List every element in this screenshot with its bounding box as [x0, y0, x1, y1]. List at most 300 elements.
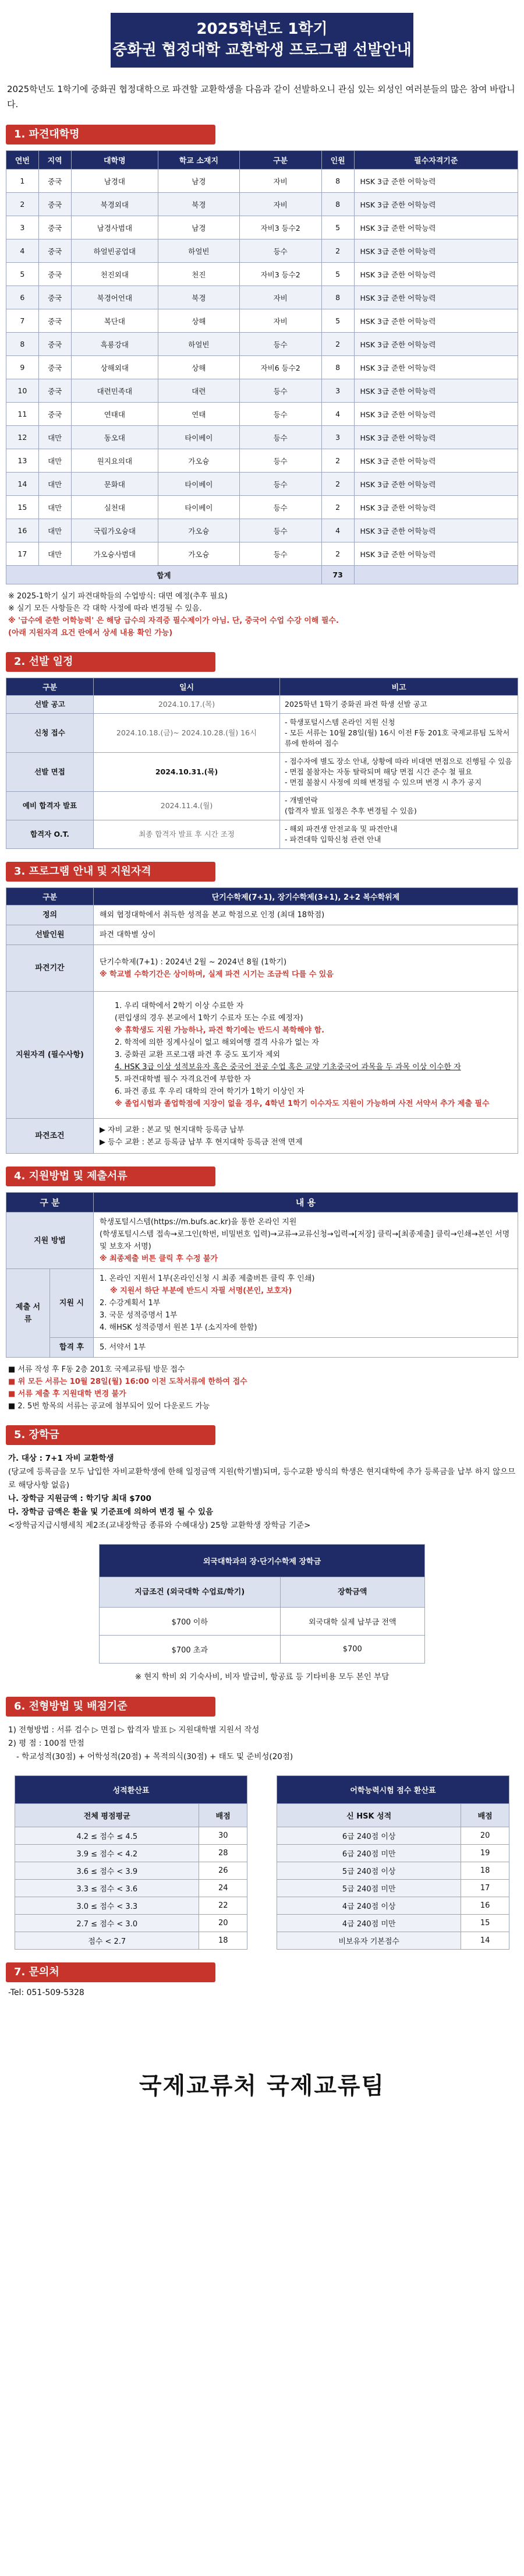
contact-phone: -Tel: 051-509-5328: [8, 1988, 84, 1997]
schedule-note: - 학생포털시스템 온라인 지원 신청 - 모든 서류는 10월 28일(월) 16시 이전 F동 201호 국제교류팀 도착서류에 한하여 접수: [280, 714, 518, 753]
note-line: ※ '급수에 준한 어학능력' 은 해당 급수의 자격증 필수제이가 아님. 단, 중국어 수업 수강 이해 필수.: [8, 616, 339, 625]
program-value: [94, 945, 518, 992]
program-line: (편입생의 경우 본교에서 1학기 수료자 또는 수료 예정자): [115, 1014, 303, 1023]
program-label: 선발인원: [6, 925, 94, 945]
table-row: [6, 714, 518, 753]
table-row: [15, 1897, 247, 1915]
table-cell: 16: [6, 519, 39, 542]
table-cell: 5: [321, 216, 354, 239]
language-header: 신 HSK 성적: [277, 1804, 461, 1827]
table-cell: 하얼빈: [158, 333, 239, 356]
table-cell: HSK 3급 준한 어학능력: [354, 263, 518, 286]
scholarship-target: 가. 대상 : 7+1 자비 교환학생: [8, 1454, 114, 1463]
table-cell: HSK 3급 준한 어학능력: [354, 379, 518, 403]
table-row: [6, 449, 518, 473]
program-line: ※ 휴학생도 지원 가능하나, 파견 학기에는 반드시 복학해야 함.: [115, 1026, 325, 1035]
scholarship-header: 장학금액: [280, 1577, 424, 1608]
table-cell: 연태대: [71, 403, 158, 426]
language-table: [277, 1775, 509, 1950]
table-cell: 상해외대: [71, 356, 158, 379]
table-cell: 5: [6, 263, 39, 286]
table-cell: 등수: [239, 426, 321, 449]
table-cell: 남경: [158, 216, 239, 239]
apply-header: 내 용: [94, 1193, 518, 1213]
table-cell: 대만: [38, 542, 71, 566]
schedule-date: 2024.10.31.(목): [94, 753, 280, 792]
scholarship-cond: $700 초과: [100, 1636, 281, 1664]
table-row: [6, 239, 518, 263]
schedule-note: - 접수자에 별도 장소 안내, 상황에 따라 비대면 면접으로 진행될 수 있음 - 면접 불참자는 자동 탈락되며 해당 면접 시간 준수 철 필요 - 면접 불참시 사정에 의해 변경될 수 있으며 변경 시 추가 공지: [280, 753, 518, 792]
table-cell: 등수: [239, 496, 321, 519]
table-cell: 대만: [38, 426, 71, 449]
table-cell: 2: [6, 193, 39, 216]
table-cell: 10: [6, 379, 39, 403]
table-cell: 13: [6, 449, 39, 473]
scholarship-amount-cell: 외국대학 실제 납부금 전액: [280, 1608, 424, 1636]
program-label: 파견기간: [6, 945, 94, 992]
apply-notes: [8, 1363, 516, 1412]
table-cell: 자비: [239, 286, 321, 309]
scholarship-table: [99, 1544, 425, 1664]
table-total-row: [6, 566, 518, 584]
table-row: [15, 1845, 247, 1862]
table-cell: 등수: [239, 403, 321, 426]
program-line: 3. 중화권 교환 프로그램 파견 후 중도 포기자 제외: [115, 1051, 281, 1059]
schedule-date: 최종 합격자 발표 후 시간 조정: [94, 820, 280, 849]
total-label: 합계: [6, 566, 322, 584]
table-cell: 남경사범대: [71, 216, 158, 239]
table-cell: 3: [321, 379, 354, 403]
table-cell: HSK 3급 준한 어학능력: [354, 496, 518, 519]
table-cell: 8: [321, 356, 354, 379]
table-cell: HSK 3급 준한 어학능력: [354, 333, 518, 356]
table-cell: HSK 3급 준한 어학능력: [354, 170, 518, 193]
table-cell: 천진외대: [71, 263, 158, 286]
program-line: 4. HSK 3급 이상 성적보유자 혹은 중국어 전공 수업 혹은 교양 기초중국어 과목을 두 과목 이상 이수한 자: [115, 1063, 461, 1072]
schedule-label: 신청 접수: [6, 714, 94, 753]
lang-score: 19: [461, 1845, 509, 1862]
universities-header: 연번: [6, 151, 39, 170]
scholarship-cond: $700 이하: [100, 1608, 281, 1636]
table-cell: HSK 3급 준한 어학능력: [354, 193, 518, 216]
schedule-note: - 해외 파견생 안전교육 및 파견안내 - 파견대학 입학신청 관련 안내: [280, 820, 518, 849]
apply-docs-label: 제출 서류: [6, 1269, 50, 1358]
apply-docs-sub-label: 지원 시: [50, 1269, 94, 1338]
table-cell: 중국: [38, 403, 71, 426]
schedule-note: 2025학년 1학기 중화권 파견 학생 선발 공고: [280, 696, 518, 714]
apply-line: ※ 지원서 하단 부분에 반드시 자필 서명(본인, 보호자): [110, 1287, 292, 1295]
table-cell: 중국: [38, 193, 71, 216]
apply-docs-sub-label: 합격 후: [50, 1338, 94, 1358]
section-heading-program: 3. 프로그램 안내 및 지원자격: [6, 862, 215, 882]
table-cell: 1: [6, 170, 39, 193]
selection-line: 1) 전형방법 : 서류 검수 ▷ 면접 ▷ 합격자 발표 ▷ 지원대학별 지원서 작성: [8, 1725, 260, 1735]
program-line: ▶ 등수 교환 : 본교 등록금 납부 후 현지대학 등록금 전액 면제: [100, 1137, 303, 1147]
program-value: [94, 1119, 518, 1154]
table-cell: 복단대: [71, 309, 158, 333]
table-cell: 등수: [239, 473, 321, 496]
apply-table: [6, 1192, 518, 1358]
table-row: [277, 1897, 509, 1915]
table-cell: 북경어언대: [71, 286, 158, 309]
table-row: [6, 519, 518, 542]
table-cell: 타이베이: [158, 473, 239, 496]
table-row: [15, 1862, 247, 1880]
table-cell: 17: [6, 542, 39, 566]
table-row: [6, 309, 518, 333]
table-cell: HSK 3급 준한 어학능력: [354, 216, 518, 239]
table-cell: 2: [321, 542, 354, 566]
table-cell: 7: [6, 309, 39, 333]
apply-method-label: 지원 방법: [6, 1213, 94, 1269]
gpa-range: 4.2 ≤ 점수 ≤ 4.5: [15, 1827, 199, 1845]
table-cell: 중국: [38, 263, 71, 286]
table-row: [6, 820, 518, 849]
table-cell: 타이베이: [158, 426, 239, 449]
table-cell: 대만: [38, 496, 71, 519]
lang-score: 20: [461, 1827, 509, 1845]
program-label: 정의: [6, 905, 94, 925]
table-row: [6, 792, 518, 820]
apply-line: 1. 온라인 지원서 1부(온라인신청 시 최종 제출버튼 클릭 후 인쇄): [100, 1274, 315, 1283]
table-cell: 북경: [158, 286, 239, 309]
table-row: [6, 496, 518, 519]
gpa-score: 28: [199, 1845, 247, 1862]
table-cell: 등수: [239, 379, 321, 403]
selection-text: [8, 1724, 516, 1764]
gpa-score: 18: [199, 1932, 247, 1950]
gpa-score: 26: [199, 1862, 247, 1880]
table-cell: 대련민족대: [71, 379, 158, 403]
program-line: 2. 학적에 의한 징계사실이 없고 해외여행 결격 사유가 없는 자: [115, 1038, 319, 1047]
section-heading-contact: 7. 문의처: [6, 1962, 215, 1982]
gpa-range: 2.7 ≤ 점수 < 3.0: [15, 1915, 199, 1932]
table-row: [6, 170, 518, 193]
language-caption: 어학능력시험 점수 환산표: [277, 1776, 509, 1804]
schedule-label: 예비 합격자 발표: [6, 792, 94, 820]
apply-line: 학생포털시스템(https://m.bufs.ac.kr)을 통한 온라인 지원: [100, 1218, 297, 1227]
table-cell: 남경: [158, 170, 239, 193]
program-line: 6. 파견 종료 후 우리 대학의 잔여 학기가 1학기 이상인 자: [115, 1087, 305, 1096]
table-cell: 3: [321, 426, 354, 449]
universities-table: [6, 150, 518, 584]
table-cell: 북경외대: [71, 193, 158, 216]
gpa-table: [15, 1775, 247, 1950]
table-cell: 자비3 등수2: [239, 263, 321, 286]
scholarship-amount-cell: $700: [280, 1636, 424, 1664]
table-cell: 2: [321, 239, 354, 263]
table-cell: 등수: [239, 449, 321, 473]
schedule-date: 2024.10.18.(금)~ 2024.10.28.(월) 16시: [94, 714, 280, 753]
schedule-header: 비고: [280, 678, 518, 696]
table-cell: 타이베이: [158, 496, 239, 519]
section-heading-apply: 4. 지원방법 및 제출서류: [6, 1167, 215, 1186]
table-cell: 가오슝: [158, 519, 239, 542]
note-line: ■ 2. 5번 항목의 서류는 공교에 첨부되어 있어 다운로드 가능: [8, 1402, 210, 1411]
schedule-header: 일시: [94, 678, 280, 696]
table-cell: HSK 3급 준한 어학능력: [354, 426, 518, 449]
table-cell: 2: [321, 449, 354, 473]
table-cell: HSK 3급 준한 어학능력: [354, 473, 518, 496]
table-cell: 자비: [239, 170, 321, 193]
table-cell: 가오슝사범대: [71, 542, 158, 566]
table-cell: 4: [321, 519, 354, 542]
gpa-header: 전체 평점평균: [15, 1804, 199, 1827]
table-row: [6, 263, 518, 286]
program-line: 단기수학제(7+1) : 2024년 2월 ~ 2024년 8월 (1학기): [100, 957, 287, 967]
table-cell: 하얼빈공업대: [71, 239, 158, 263]
schedule-note: - 개별연락 (합격자 발표 일정은 추후 변경될 수 있음): [280, 792, 518, 820]
table-cell: 대련: [158, 379, 239, 403]
apply-docs: [94, 1338, 518, 1358]
schedule-label: 합격자 O.T.: [6, 820, 94, 849]
table-cell: 5: [321, 263, 354, 286]
table-cell: 가오슝: [158, 449, 239, 473]
table-cell: 실천대: [71, 496, 158, 519]
table-cell: 북경: [158, 193, 239, 216]
gpa-score: 30: [199, 1827, 247, 1845]
table-cell: 대만: [38, 449, 71, 473]
program-value: 파견 대학별 상이: [94, 925, 518, 945]
intro-text: 2025학년도 1학기에 중화권 협정대학으로 파견할 교환학생을 다음과 같이 선발하오니 관심 있는 외성인 여러분들의 많은 참여 바랍니다.: [7, 84, 515, 110]
table-row: [15, 1880, 247, 1897]
table-cell: 15: [6, 496, 39, 519]
table-cell: 등수: [239, 239, 321, 263]
table-cell: HSK 3급 준한 어학능력: [354, 519, 518, 542]
table-row: [6, 193, 518, 216]
apply-line: (학생포털시스템 접속→로그인(학번, 비밀번호 입력)→교류→교류신청→입력→[저장] 클릭→[최종제출] 클릭→인쇄→본인 서명 및 보호자 서명): [100, 1230, 510, 1251]
lang-range: 비보유자 기본점수: [277, 1932, 461, 1950]
table-cell: 중국: [38, 216, 71, 239]
table-cell: 남경대: [71, 170, 158, 193]
table-cell: 12: [6, 426, 39, 449]
gpa-range: 3.3 ≤ 점수 < 3.6: [15, 1880, 199, 1897]
lang-score: 16: [461, 1897, 509, 1915]
table-cell: 중국: [38, 379, 71, 403]
scholarship-criteria: 다. 장학금 금액은 환율 및 기준표에 의하여 변경 될 수 있음: [8, 1507, 214, 1517]
gpa-range: 3.6 ≤ 점수 < 3.9: [15, 1862, 199, 1880]
schedule-date: 2024.11.4.(월): [94, 792, 280, 820]
title-line-1: 2025학년도 1학기: [196, 20, 328, 38]
table-cell: 천진: [158, 263, 239, 286]
note-line: ※ 2025-1학기 실기 파견대학들의 수업방식: 대면 예정(추후 필요): [8, 592, 228, 601]
table-cell: 6: [6, 286, 39, 309]
table-row: [15, 1827, 247, 1845]
table-cell: 8: [321, 286, 354, 309]
table-row: [6, 216, 518, 239]
gpa-score: 20: [199, 1915, 247, 1932]
table-cell: 2: [321, 496, 354, 519]
table-row: [15, 1932, 247, 1950]
scholarship-text: [8, 1452, 516, 1532]
table-cell: 4: [6, 239, 39, 263]
table-cell: 8: [321, 193, 354, 216]
schedule-table: [6, 678, 518, 849]
program-line: ※ 졸업시험과 졸업학점에 지장이 없을 경우, 4학년 1학기 이수자도 지원이 가능하며 사전 서약서 추가 제출 필수: [115, 1100, 490, 1108]
table-cell: 2: [321, 473, 354, 496]
title-line-2: 중화권 협정대학 교환학생 프로그램 선발안내: [112, 41, 412, 59]
table-cell: 중국: [38, 170, 71, 193]
lang-score: 17: [461, 1880, 509, 1897]
lang-range: 4급 240점 미만: [277, 1915, 461, 1932]
table-cell: 9: [6, 356, 39, 379]
gpa-score: 24: [199, 1880, 247, 1897]
section-heading-scholarship: 5. 장학금: [6, 1425, 215, 1445]
table-row: [277, 1845, 509, 1862]
gpa-score: 22: [199, 1897, 247, 1915]
table-row: [277, 1862, 509, 1880]
table-row: [6, 286, 518, 309]
table-cell: 2: [321, 333, 354, 356]
total-empty: [354, 566, 518, 584]
table-row: [277, 1932, 509, 1950]
table-cell: 11: [6, 403, 39, 426]
scholarship-amount: 나. 장학금 지원금액 : 학기당 최대 $700: [8, 1494, 151, 1503]
universities-header: 학교 소재지: [158, 151, 239, 170]
lang-range: 6급 240점 미만: [277, 1845, 461, 1862]
table-cell: 가오슝: [158, 542, 239, 566]
apply-docs: [94, 1269, 518, 1338]
lang-range: 4급 240점 이상: [277, 1897, 461, 1915]
section-heading-selection: 6. 전형방법 및 배점기준: [6, 1697, 215, 1717]
table-cell: 흑룡강대: [71, 333, 158, 356]
table-cell: HSK 3급 준한 어학능력: [354, 542, 518, 566]
schedule-date: 2024.10.17.(목): [94, 696, 280, 714]
conversion-tables: [15, 1775, 509, 1950]
table-cell: 등수: [239, 333, 321, 356]
table-cell: 중국: [38, 286, 71, 309]
table-cell: HSK 3급 준한 어학능력: [354, 449, 518, 473]
table-cell: 상해: [158, 309, 239, 333]
table-cell: 5: [321, 309, 354, 333]
section-heading-schedule: 2. 선발 일정: [6, 652, 215, 672]
gpa-range: 3.0 ≤ 점수 < 3.3: [15, 1897, 199, 1915]
scholarship-ref: <장학금지급시행세칙 제2조(교내장학금 종류와 수혜대상) 25항 교환학생 장학금 기준>: [8, 1521, 311, 1530]
program-table: [6, 887, 518, 1154]
table-row: [6, 753, 518, 792]
table-cell: 8: [321, 170, 354, 193]
scholarship-header: 지급조건 (외국대학 수업료/학기): [100, 1577, 281, 1608]
table-row: [6, 356, 518, 379]
table-cell: 중국: [38, 239, 71, 263]
program-label: 지원자격 (필수사항): [6, 992, 94, 1119]
table-cell: 중국: [38, 309, 71, 333]
program-header-value: 단기수학제(7+1), 장기수학제(3+1), 2+2 복수학위제: [94, 888, 518, 905]
table-cell: 동오대: [71, 426, 158, 449]
gpa-range: 점수 < 2.7: [15, 1932, 199, 1950]
program-value: [94, 992, 518, 1119]
selection-line: - 학교성적(30점) + 어학성적(20점) + 목적의식(30점) + 태도 및 준비성(20점): [16, 1752, 293, 1761]
scholarship-note: ※ 현지 학비 외 기숙사비, 비자 발급비, 항공료 등 기타비용 모두 본인 부담: [134, 1672, 390, 1682]
language-header: 배점: [461, 1804, 509, 1827]
gpa-header: 배점: [199, 1804, 247, 1827]
table-cell: 자비3 등수2: [239, 216, 321, 239]
universities-header: 구분: [239, 151, 321, 170]
table-row: [15, 1915, 247, 1932]
note-line: (아래 지원자격 요건 란에서 상세 내용 확인 가능): [8, 629, 173, 637]
apply-line: 4. 해HSK 성적증명서 원본 1부 (소지자에 한함): [100, 1323, 257, 1332]
table-cell: 대만: [38, 473, 71, 496]
total-value: 73: [321, 566, 354, 584]
table-cell: 중국: [38, 333, 71, 356]
table-row: [6, 379, 518, 403]
schedule-label: 선발 면접: [6, 753, 94, 792]
table-row: [6, 403, 518, 426]
table-cell: 등수: [239, 542, 321, 566]
program-line: ※ 학교별 수학기간은 상이하며, 실제 파견 시기는 조금씩 다를 수 있음: [100, 970, 334, 979]
table-cell: 3: [6, 216, 39, 239]
lang-range: 6급 240점 이상: [277, 1827, 461, 1845]
program-line: 1. 우리 대학에서 2학기 이상 수료한 자: [115, 1002, 244, 1010]
program-line: ▶ 자비 교환 : 본교 및 현지대학 등록금 납부: [100, 1125, 245, 1134]
program-header-label: 구분: [6, 888, 94, 905]
lang-score: 18: [461, 1862, 509, 1880]
lang-score: 14: [461, 1932, 509, 1950]
selection-line: 2) 평 점 : 100점 만점: [8, 1739, 84, 1748]
universities-notes: [8, 590, 516, 639]
table-cell: HSK 3급 준한 어학능력: [354, 356, 518, 379]
table-row: [6, 333, 518, 356]
table-cell: 등수: [239, 519, 321, 542]
program-line: 5. 파견대학별 필수 자격요건에 부합한 자: [115, 1075, 251, 1084]
table-cell: 하얼빈: [158, 239, 239, 263]
table-cell: 4: [321, 403, 354, 426]
table-cell: HSK 3급 준한 어학능력: [354, 239, 518, 263]
lang-score: 15: [461, 1915, 509, 1932]
title-banner: [111, 13, 413, 68]
table-cell: 대만: [38, 519, 71, 542]
gpa-caption: 성적환산표: [15, 1776, 247, 1804]
scholarship-table-caption: 외국대학과의 장·단기수학제 장학금: [100, 1545, 425, 1577]
table-cell: 원지요의대: [71, 449, 158, 473]
scholarship-desc: (당교에 등록금을 모두 납입한 자비교환학생에 한해 일정금액 지원(학기별)되며, 등수교환 방식의 학생은 현지대학에 추가 등록금을 납부 하지 않으므로 해당사항 없음): [8, 1467, 516, 1490]
table-row: [6, 696, 518, 714]
note-line: ■ 위 모든 서류는 10월 28일(월) 16:00 이전 도착서류에 한하여 접수: [8, 1377, 247, 1386]
apply-header: 구 분: [6, 1193, 94, 1213]
table-cell: HSK 3급 준한 어학능력: [354, 403, 518, 426]
table-cell: 자비: [239, 309, 321, 333]
table-row: [6, 473, 518, 496]
lang-range: 5급 240점 미만: [277, 1880, 461, 1897]
apply-line: 3. 국문 성적증명서 1부: [100, 1311, 178, 1320]
table-cell: HSK 3급 준한 어학능력: [354, 286, 518, 309]
table-row: [6, 542, 518, 566]
table-cell: 자비6 등수2: [239, 356, 321, 379]
table-cell: 중국: [38, 356, 71, 379]
universities-header: 인원: [321, 151, 354, 170]
universities-header: 대학명: [71, 151, 158, 170]
table-row: [277, 1827, 509, 1845]
table-row: [6, 426, 518, 449]
table-cell: 14: [6, 473, 39, 496]
table-cell: 연태: [158, 403, 239, 426]
table-cell: 8: [6, 333, 39, 356]
table-row: [277, 1915, 509, 1932]
program-value: 해외 협정대학에서 취득한 성적을 본교 학점으로 인정 (최대 18학점): [94, 905, 518, 925]
apply-method: [94, 1213, 518, 1269]
schedule-header: 구분: [6, 678, 94, 696]
schedule-label: 선발 공고: [6, 696, 94, 714]
table-cell: 자비: [239, 193, 321, 216]
apply-line: 5. 서약서 1부: [100, 1343, 146, 1352]
universities-header: 필수자격기준: [354, 151, 518, 170]
note-line: ■ 서류 작성 후 F동 2층 201호 국제교류팀 방문 접수: [8, 1365, 185, 1374]
footer-organization: 국제교류처 국제교류팀: [139, 2073, 385, 2099]
apply-line: 2. 수강계획서 1부: [100, 1299, 161, 1308]
section-heading-universities: 1. 파견대학명: [6, 125, 215, 145]
table-cell: 국립가오슝대: [71, 519, 158, 542]
program-label: 파견조건: [6, 1119, 94, 1154]
